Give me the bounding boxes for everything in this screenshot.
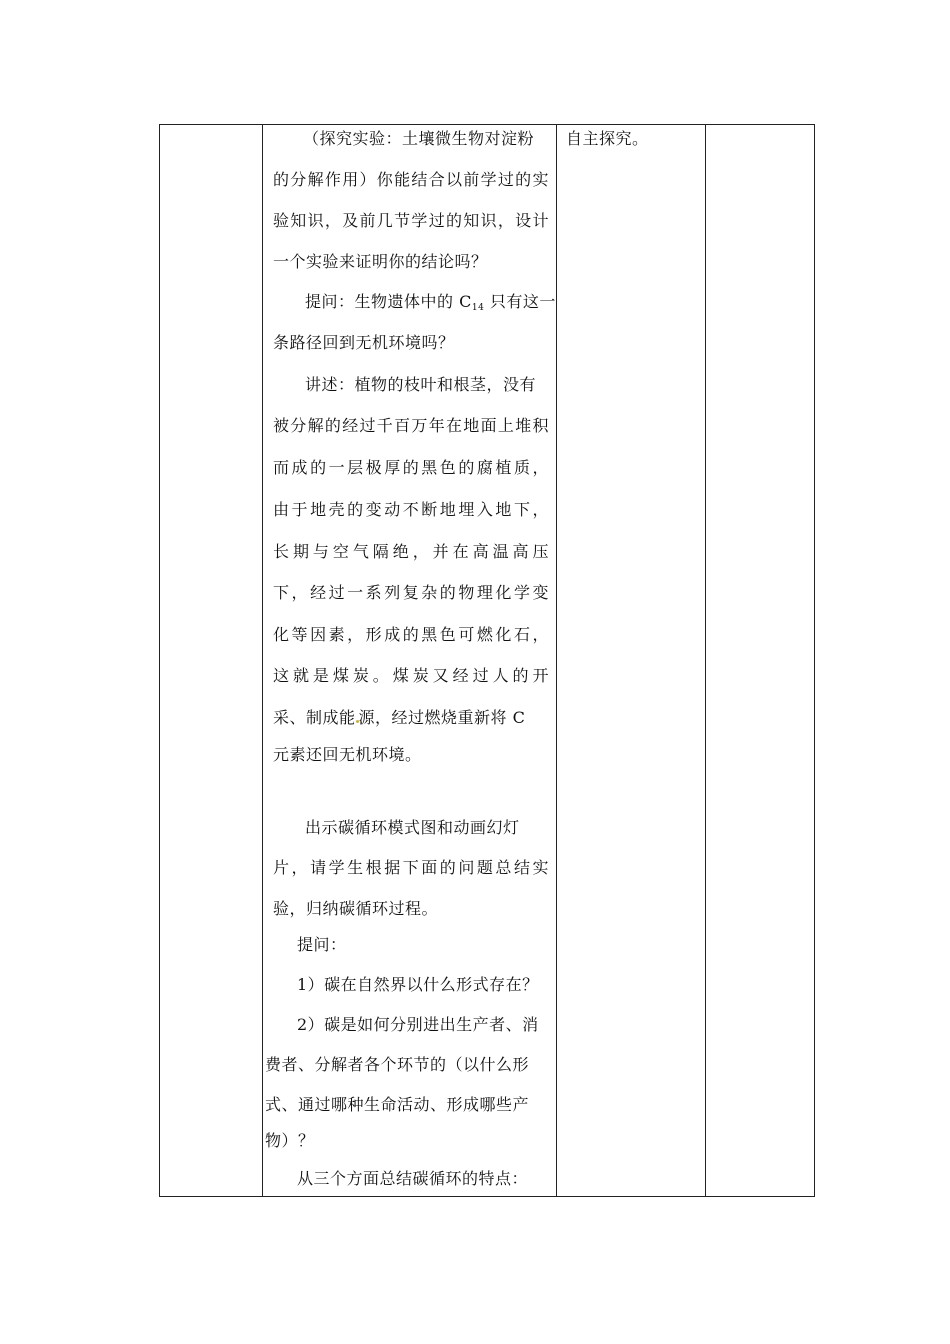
text-line: 条路径回到无机环境吗？ <box>273 333 455 352</box>
text-line: 费者、分解者各个环节的（以什么形 <box>265 1055 530 1074</box>
text-line: 一个实验来证明你的结论吗？ <box>273 252 488 271</box>
lesson-table <box>159 124 815 1197</box>
text-line: 式、通过哪种生命活动、形成哪些产 <box>265 1095 530 1114</box>
text-line: 讲述：植物的枝叶和根茎，没有 <box>305 375 537 394</box>
column-student-activity <box>557 125 706 1196</box>
text-line: 提问： <box>297 935 347 954</box>
text-line: 出示碳循环模式图和动画幻灯 <box>305 818 520 837</box>
text-line: 验，归纳碳循环过程。 <box>273 899 439 918</box>
column-4 <box>706 125 814 1196</box>
text-line: 2）碳是如何分别进出生产者、消 <box>297 1015 539 1034</box>
text-line: 由于地壳的变动不断地埋入地下， <box>273 500 549 519</box>
text-line: 下，经过一系列复杂的物理化学变 <box>273 583 549 602</box>
text-line: 元素还回无机环境。 <box>273 745 422 764</box>
question-line: 提问：生物遗体中的 C14 只有这一 <box>305 292 556 313</box>
text-line: 被分解的经过千百万年在地面上堆积 <box>273 416 549 435</box>
text-line: 验知识，及前几节学过的知识，设计 <box>273 211 549 230</box>
text-line: 物）？ <box>265 1131 315 1150</box>
text-line: （探究实验：土壤微生物对淀粉 <box>303 129 535 148</box>
column-teacher-activity <box>263 125 557 1196</box>
column-1 <box>160 125 263 1196</box>
text-line: 1）碳在自然界以什么形式存在？ <box>297 975 539 994</box>
text-line: 化等因素，形成的黑色可燃化石， <box>273 625 549 644</box>
text-line: 从三个方面总结碳循环的特点： <box>297 1169 529 1188</box>
text-line: 自主探究。 <box>566 129 649 148</box>
text-line: 长期与空气隔绝，并在高温高压 <box>273 542 549 561</box>
text-line: 这就是煤炭。煤炭又经过人的开 <box>273 666 549 685</box>
text-line: 的分解作用）你能结合以前学过的实 <box>273 170 549 189</box>
text-line: 而成的一层极厚的黑色的腐植质， <box>273 458 549 477</box>
text-line: 采、制成能 源，经过燃烧重新将 C <box>273 708 526 727</box>
text-line: 片，请学生根据下面的问题总结实 <box>273 858 549 877</box>
